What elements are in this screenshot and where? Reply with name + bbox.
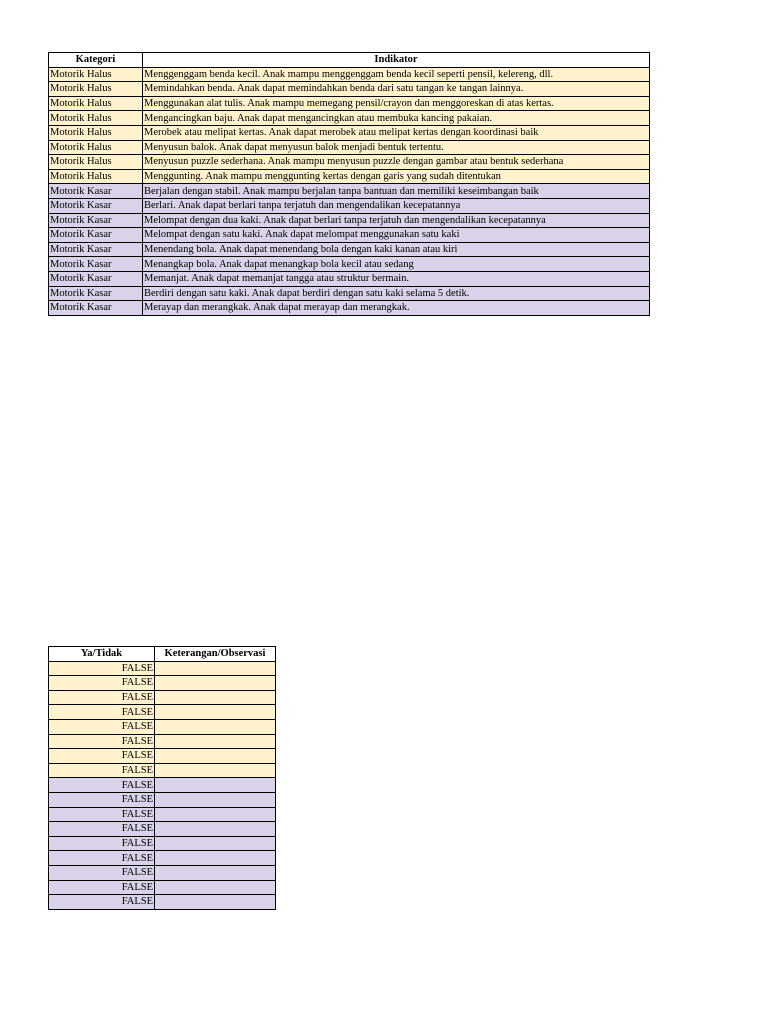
keterangan-cell[interactable] — [155, 895, 276, 910]
indikator-cell[interactable]: Merayap dan merangkak. Anak dapat merayap dan merangkak. — [143, 301, 650, 316]
table-row — [49, 705, 276, 720]
indikator-cell[interactable]: Menyusun balok. Anak dapat menyusun balok menjadi bentuk tertentu. — [143, 140, 650, 155]
observasi-header-row — [49, 647, 276, 662]
table-row — [49, 778, 276, 793]
header-indikator[interactable]: Indikator — [143, 53, 650, 68]
indikator-cell[interactable]: Menggenggam benda kecil. Anak mampu menggenggam benda kecil seperti pensil, kelereng, dll. — [143, 67, 650, 82]
table-row — [49, 67, 650, 82]
ya-tidak-cell[interactable]: FALSE — [49, 880, 155, 895]
table-row — [49, 734, 276, 749]
table-row — [49, 286, 650, 301]
keterangan-cell[interactable] — [155, 763, 276, 778]
kategori-cell[interactable]: Motorik Kasar — [49, 271, 143, 286]
kategori-cell[interactable]: Motorik Kasar — [49, 184, 143, 199]
kategori-cell[interactable]: Motorik Kasar — [49, 286, 143, 301]
indikator-cell[interactable]: Menyusun puzzle sederhana. Anak mampu menyusun puzzle dengan gambar atau bentuk sederhana — [143, 155, 650, 170]
keterangan-cell[interactable] — [155, 661, 276, 676]
table-row — [49, 155, 650, 170]
kategori-cell[interactable]: Motorik Halus — [49, 155, 143, 170]
ya-tidak-cell[interactable]: FALSE — [49, 865, 155, 880]
kategori-cell[interactable]: Motorik Halus — [49, 169, 143, 184]
table-row — [49, 836, 276, 851]
table-row — [49, 257, 650, 272]
table-row — [49, 125, 650, 140]
table-row — [49, 822, 276, 837]
keterangan-cell[interactable] — [155, 792, 276, 807]
kategori-cell[interactable]: Motorik Kasar — [49, 198, 143, 213]
indikator-cell[interactable]: Menggunakan alat tulis. Anak mampu memegang pensil/crayon dan menggoreskan di atas kertas. — [143, 96, 650, 111]
table-row — [49, 763, 276, 778]
ya-tidak-cell[interactable]: FALSE — [49, 895, 155, 910]
indikator-cell[interactable]: Melompat dengan dua kaki. Anak dapat berlari tanpa terjatuh dan mengendalikan kecepatannya — [143, 213, 650, 228]
keterangan-cell[interactable] — [155, 880, 276, 895]
table-row — [49, 184, 650, 199]
table-row — [49, 198, 650, 213]
kategori-cell[interactable]: Motorik Halus — [49, 140, 143, 155]
kategori-cell[interactable]: Motorik Kasar — [49, 228, 143, 243]
kategori-cell[interactable]: Motorik Kasar — [49, 257, 143, 272]
table-row — [49, 301, 650, 316]
keterangan-cell[interactable] — [155, 851, 276, 866]
ya-tidak-cell[interactable]: FALSE — [49, 719, 155, 734]
table-row — [49, 880, 276, 895]
keterangan-cell[interactable] — [155, 822, 276, 837]
ya-tidak-cell[interactable]: FALSE — [49, 734, 155, 749]
indikator-cell[interactable]: Berjalan dengan stabil. Anak mampu berjalan tanpa bantuan dan memiliki keseimbangan baik — [143, 184, 650, 199]
table-row — [49, 242, 650, 257]
table-row — [49, 228, 650, 243]
keterangan-cell[interactable] — [155, 865, 276, 880]
indikator-cell[interactable]: Menangkap bola. Anak dapat menangkap bola kecil atau sedang — [143, 257, 650, 272]
table-row — [49, 865, 276, 880]
kategori-cell[interactable]: Motorik Kasar — [49, 242, 143, 257]
table-row — [49, 690, 276, 705]
table-row — [49, 749, 276, 764]
indikator-cell[interactable]: Melompat dengan satu kaki. Anak dapat melompat menggunakan satu kaki — [143, 228, 650, 243]
table-row — [49, 719, 276, 734]
kategori-cell[interactable]: Motorik Kasar — [49, 213, 143, 228]
ya-tidak-cell[interactable]: FALSE — [49, 676, 155, 691]
keterangan-cell[interactable] — [155, 749, 276, 764]
keterangan-cell[interactable] — [155, 705, 276, 720]
kategori-cell[interactable]: Motorik Halus — [49, 125, 143, 140]
kategori-cell[interactable]: Motorik Halus — [49, 82, 143, 97]
ya-tidak-cell[interactable]: FALSE — [49, 851, 155, 866]
table-row — [49, 895, 276, 910]
table-row — [49, 82, 650, 97]
table-row — [49, 807, 276, 822]
ya-tidak-cell[interactable]: FALSE — [49, 792, 155, 807]
keterangan-cell[interactable] — [155, 807, 276, 822]
indikator-cell[interactable]: Merobek atau melipat kertas. Anak dapat merobek atau melipat kertas dengan koordinasi baik — [143, 125, 650, 140]
table-row — [49, 213, 650, 228]
table-row — [49, 111, 650, 126]
table-row — [49, 851, 276, 866]
kategori-cell[interactable]: Motorik Kasar — [49, 301, 143, 316]
indikator-cell[interactable]: Menendang bola. Anak dapat menendang bola dengan kaki kanan atau kiri — [143, 242, 650, 257]
indikator-cell[interactable]: Menggunting. Anak mampu menggunting kertas dengan garis yang sudah ditentukan — [143, 169, 650, 184]
header-kategori[interactable]: Kategori — [49, 53, 143, 68]
table-row — [49, 792, 276, 807]
kategori-cell[interactable]: Motorik Halus — [49, 111, 143, 126]
keterangan-cell[interactable] — [155, 836, 276, 851]
table-row — [49, 676, 276, 691]
keterangan-cell[interactable] — [155, 676, 276, 691]
ya-tidak-cell[interactable]: FALSE — [49, 690, 155, 705]
table-row — [49, 661, 276, 676]
indikator-table — [48, 52, 650, 316]
indikator-cell[interactable]: Memanjat. Anak dapat memanjat tangga atau struktur bermain. — [143, 271, 650, 286]
indikator-header-row — [49, 53, 650, 68]
ya-tidak-cell[interactable]: FALSE — [49, 836, 155, 851]
keterangan-cell[interactable] — [155, 778, 276, 793]
indikator-table-body — [49, 67, 650, 315]
ya-tidak-cell[interactable]: FALSE — [49, 822, 155, 837]
indikator-cell[interactable]: Mengancingkan baju. Anak dapat mengancingkan atau membuka kancing pakaian. — [143, 111, 650, 126]
kategori-cell[interactable]: Motorik Halus — [49, 96, 143, 111]
table-row — [49, 169, 650, 184]
ya-tidak-cell[interactable]: FALSE — [49, 749, 155, 764]
table-row — [49, 96, 650, 111]
indikator-cell[interactable]: Berdiri dengan satu kaki. Anak dapat berdiri dengan satu kaki selama 5 detik. — [143, 286, 650, 301]
keterangan-cell[interactable] — [155, 719, 276, 734]
keterangan-cell[interactable] — [155, 690, 276, 705]
ya-tidak-cell[interactable]: FALSE — [49, 705, 155, 720]
header-ya-tidak[interactable]: Ya/Tidak — [49, 647, 155, 662]
table-row — [49, 140, 650, 155]
table-row — [49, 271, 650, 286]
indikator-cell[interactable]: Memindahkan benda. Anak dapat memindahkan benda dari satu tangan ke tangan lainnya. — [143, 82, 650, 97]
ya-tidak-cell[interactable]: FALSE — [49, 661, 155, 676]
keterangan-cell[interactable] — [155, 734, 276, 749]
ya-tidak-cell[interactable]: FALSE — [49, 778, 155, 793]
header-keterangan[interactable]: Keterangan/Observasi — [155, 647, 276, 662]
kategori-cell[interactable]: Motorik Halus — [49, 67, 143, 82]
observasi-table-body — [49, 661, 276, 909]
ya-tidak-cell[interactable]: FALSE — [49, 763, 155, 778]
indikator-cell[interactable]: Berlari. Anak dapat berlari tanpa terjatuh dan mengendalikan kecepatannya — [143, 198, 650, 213]
observasi-table — [48, 646, 276, 910]
ya-tidak-cell[interactable]: FALSE — [49, 807, 155, 822]
